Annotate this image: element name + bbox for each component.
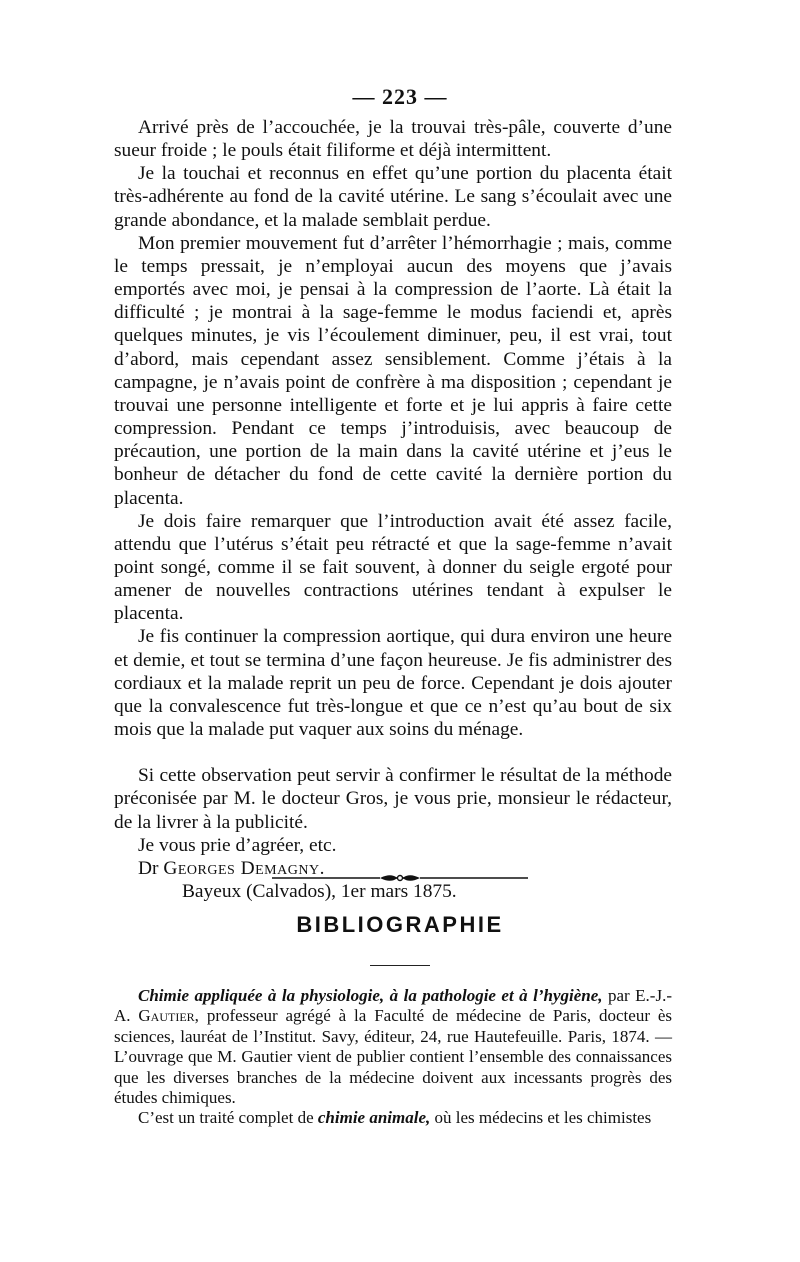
- text-end: où les médecins et les chimistes: [434, 1108, 652, 1128]
- letter-body: [114, 116, 672, 903]
- entry-text: professeur agrégé à la Faculté de médecine de Paris, docteur ès sciences, lauréat de l’Institut. Savy, éditeur, 24, rue Hautefeuille. Paris, 1874. — L’ouvrage que M. Gautier vient de publier contient l’ensemble des connaissances que les diverses branches de la médecine doivent aux incessants progrès des études chimiques.: [114, 1006, 673, 1108]
- closing-paragraph: Je vous prie d’agréer, etc.: [138, 834, 337, 856]
- book-title: Chimie appliquée à la physiologie, à la pathologie et à l’hygiène,: [138, 986, 603, 1005]
- paragraph: Je la touchai et reconnus en effet qu’une portion du placenta était très-adhérente au fond de la cavité utérine. Le sang s’écoulait avec une grande abondance, et la malade semblait perdue.: [114, 163, 672, 231]
- closing-paragraph: Si cette observation peut servir à confirmer le résultat de la méthode préconisée par M. le docteur Gros, je vous prie, monsieur le rédacteur, de la livrer à la publicité.: [114, 765, 672, 833]
- dateline: Bayeux (Calvados), 1er mars 1875.: [182, 881, 457, 902]
- bibliography-paragraph: [114, 1108, 672, 1128]
- signature-prefix: Dr: [138, 857, 159, 879]
- section-title: BIBLIOGRAPHIE: [296, 912, 504, 937]
- bibliography-entry: [114, 986, 672, 1108]
- signature-name: Georges Demagny.: [163, 857, 325, 879]
- paragraph: Mon premier mouvement fut d’arrêter l’hémorrhagie ; mais, comme le temps pressait, je n’employai aucun des moyens que j’avais emportés avec moi, je pensai à la compression de l’aorte. Là était la difficulté ; je montrai à la sage-femme le modus faciendi et, après quelques minutes, je vis l’écoulement diminuer, peu, il est vrai, tout d’abord, mais cependant assez sensiblement. Comme j’étais à la campagne, je n’avais point de confrère à ma disposition ; cependant je trouvai une personne intelligente et forte et je lui appris à faire cette compression. Pendant ce temps j’introduisis, avec beaucoup de précaution, une portion de la main dans la cavité utérine et j’eus le bonheur de détacher du fond de cette cavité la dernière portion du placenta.: [114, 232, 672, 509]
- paragraph: Je fis continuer la compression aortique, qui dura environ une heure et demie, et tout se termina d’une façon heureuse. Je fis administrer des cordiaux et la malade reprit un peu de force. Cependant je dois ajouter que la convalescence fut très-longue et que ce n’est qu’au bout de six mois que la malade put vaquer aux soins du ménage.: [114, 626, 672, 741]
- page-number: — 223 —: [352, 84, 448, 109]
- author-prefix: par E.-J.-A.: [114, 986, 672, 1026]
- emphasis: chimie animale,: [317, 1108, 431, 1128]
- author-name: Gautier,: [138, 1006, 199, 1026]
- paragraph: Arrivé près de l’accouchée, je la trouvai très-pâle, couverte d’une sueur froide ; le pouls était filiforme et déjà intermittent.: [114, 117, 672, 162]
- paragraph: Je dois faire remarquer que l’introduction avait été assez facile, attendu que l’utérus s’était peu rétracté et que la sage-femme n’avait point songé, comme il se fait souvent, à donner du seigle ergoté pour amener de nouvelles contractions utérines tendant à expulser le placenta.: [114, 510, 672, 625]
- text-start: C’est un traité complet de: [138, 1108, 314, 1128]
- ornament-divider: [272, 868, 528, 888]
- bibliography-body: [114, 986, 672, 1129]
- title-rule: [370, 965, 430, 966]
